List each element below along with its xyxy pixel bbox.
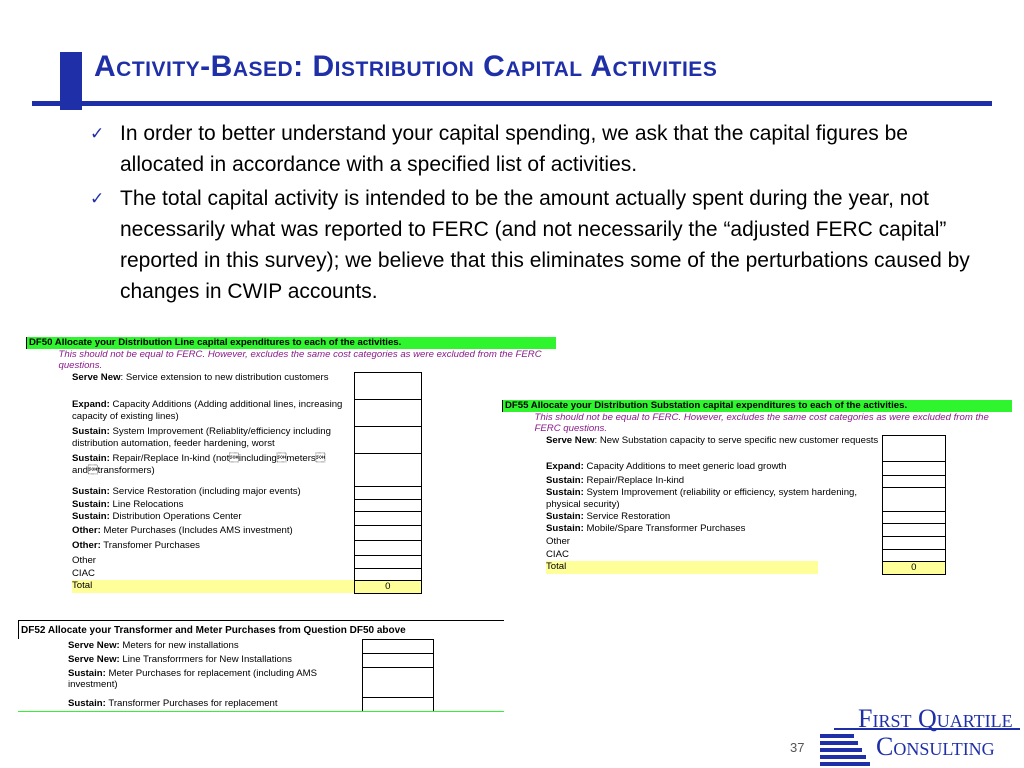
df55-form: [502, 400, 1012, 575]
df50-row-label: Sustain: Line Relocations: [72, 499, 184, 510]
df55-input-cell[interactable]: [882, 487, 945, 511]
df50-row-label: Serve New: Service extension to new distribution customers: [72, 372, 329, 383]
df52-row-label: Sustain: Meter Purchases for replacement (including AMS investment): [68, 667, 318, 690]
df55-header: DF55 Allocate your Distribution Substation capital expenditures to each of the activities.: [503, 400, 1013, 412]
df55-input-cell[interactable]: [882, 549, 945, 561]
df50-row-label: Sustain: Repair/Replace In-kind (notincludingmeters andtransformers): [72, 453, 326, 476]
df55-row-label: Expand: Capacity Additions to meet generic load growth: [546, 461, 787, 472]
df55-row-label: Sustain: Service Restoration: [546, 511, 671, 522]
first-quartile-logo: [820, 704, 1020, 765]
df50-row-label: Sustain: Service Restoration (including major events): [72, 486, 301, 497]
df55-row-label: CIAC: [546, 549, 569, 560]
title-underline: [32, 101, 992, 106]
df50-input-cell[interactable]: [354, 426, 421, 453]
df50-total-label: Total: [72, 580, 354, 593]
df55-total-label: Total: [546, 561, 882, 574]
df52-row-label: Serve New: Meters for new installations: [68, 639, 239, 651]
df50-input-cell[interactable]: [354, 453, 421, 486]
bullet-text: The total capital activity is intended to be the amount actually spent during the year, not necessarily what was reported to FERC (and not necessarily the “adjusted FERC capital” reported in this survey); we believe that this eliminates some of the perturbations caused by changes in CWIP accounts.: [120, 187, 970, 303]
df50-input-cell[interactable]: [354, 499, 421, 511]
df55-row-label: Sustain: Mobile/Spare Transformer Purchases: [546, 523, 746, 534]
df55-row-label: Sustain: System Improvement (reliability or efficiency, system hardening, physical security): [546, 487, 858, 510]
df52-input-cell[interactable]: [363, 654, 434, 668]
df50-input-cell[interactable]: [354, 525, 421, 540]
df50-row-label: Other: Meter Purchases (Includes AMS investment): [72, 525, 293, 536]
bullet-text: In order to better understand your capital spending, we ask that the capital figures be allocated in accordance with a specified list of activities.: [120, 122, 908, 176]
df50-total-value: 0: [354, 580, 421, 593]
df55-input-cell[interactable]: [882, 536, 945, 549]
df55-row-label: Sustain: Repair/Replace In-kind: [546, 475, 685, 486]
df50-input-cell[interactable]: [354, 555, 421, 568]
df50-row-label: Other: [72, 555, 96, 566]
df50-row-label: Sustain: Distribution Operations Center: [72, 511, 242, 522]
check-icon: ✓: [90, 189, 105, 208]
df50-row-label: Expand: Capacity Additions (Adding additional lines, increasing capacity of existing lines): [72, 399, 343, 422]
check-icon: ✓: [90, 124, 105, 143]
df55-row-label: Serve New: New Substation capacity to serve specific new customer requests: [546, 435, 879, 446]
df50-form: [26, 337, 556, 594]
df50-input-cell[interactable]: [354, 372, 421, 399]
df52-input-cell[interactable]: [363, 698, 434, 712]
logo-line-2: Consulting: [876, 732, 995, 761]
df52-row-label: Serve New: Line Transforrmers for New Installations: [68, 653, 292, 665]
df50-input-cell[interactable]: [354, 511, 421, 525]
df52-input-cell[interactable]: [363, 668, 434, 698]
df55-input-cell[interactable]: [882, 523, 945, 536]
df52-input-cell[interactable]: [363, 640, 434, 654]
df55-total-value: 0: [882, 561, 945, 574]
page-number: 37: [790, 740, 805, 755]
df55-input-cell[interactable]: [882, 435, 945, 461]
df55-note: This should not be equal to FERC. However, excludes the same cost categories as were excluded from the FERC questions.: [534, 411, 989, 434]
df50-header: DF50 Allocate your Distribution Line capital expenditures to each of the activities.: [27, 337, 557, 349]
df50-input-cell[interactable]: [354, 399, 421, 426]
df50-input-cell[interactable]: [354, 486, 421, 499]
bullet-1: [90, 118, 990, 180]
slide-title: Activity-Based: Distribution Capital Activities: [94, 50, 718, 83]
df55-row-label: Other: [546, 536, 570, 547]
df55-input-cell[interactable]: [882, 511, 945, 523]
bullet-2: [90, 183, 990, 307]
df55-input-cell[interactable]: [882, 461, 945, 475]
df50-row-label: Sustain: System Improvement (Reliablity/efficiency including distribution automation, feeder hardening, worst: [72, 426, 331, 449]
df52-header: DF52 Allocate your Transformer and Meter Purchases from Question DF50 above: [18, 621, 504, 639]
df50-row-label: CIAC: [72, 568, 95, 579]
df50-input-cell[interactable]: [354, 540, 421, 555]
df50-note: This should not be equal to FERC. However, excludes the same cost categories as were excluded from the FERC questions.: [58, 348, 542, 371]
df55-input-cell[interactable]: [882, 475, 945, 487]
df52-row-label: Sustain: Transformer Purchases for replacement: [68, 697, 278, 709]
df50-input-cell[interactable]: [354, 568, 421, 580]
df52-bottom-rule: [18, 711, 504, 712]
df50-row-label: Other: Transfomer Purchases: [72, 540, 200, 551]
logo-line-1: First Quartile: [858, 704, 1013, 733]
df52-form: [18, 620, 504, 712]
